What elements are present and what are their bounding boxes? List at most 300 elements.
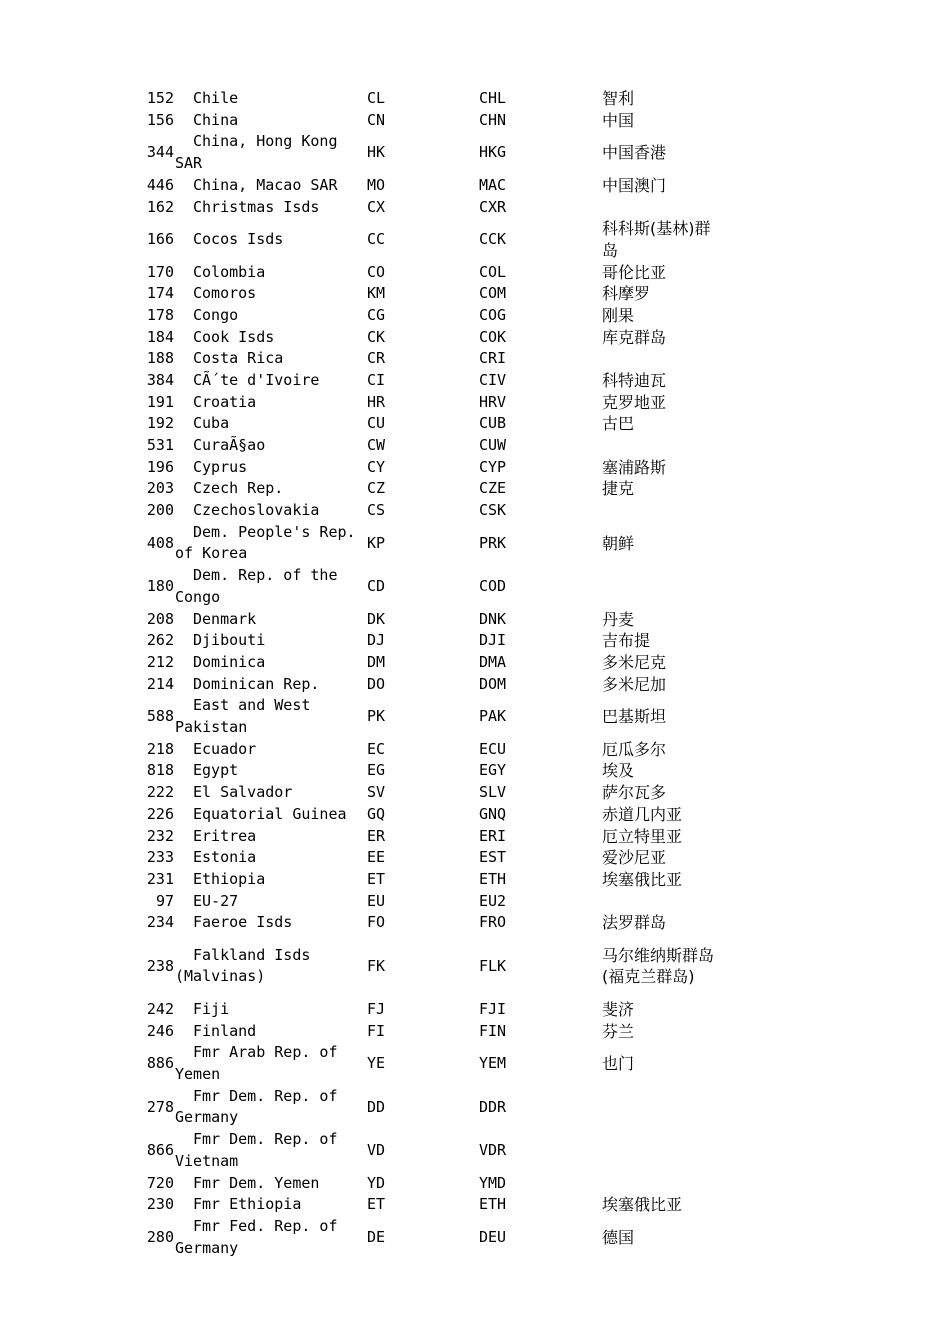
country-name xyxy=(175,912,367,934)
table-row xyxy=(140,1173,714,1195)
country-name xyxy=(175,695,367,738)
country-alpha3-code: EGY xyxy=(479,761,507,780)
country-alpha3-code: COK xyxy=(479,327,507,346)
country-name-text: Ethiopia xyxy=(193,869,266,888)
country-chinese-name: 埃塞俄比亚 xyxy=(602,1195,683,1215)
country-numeric-code: 408 xyxy=(146,533,174,552)
country-alpha3-code: COD xyxy=(479,577,507,596)
country-alpha2-code: GQ xyxy=(367,804,386,823)
country-numeric-code: 246 xyxy=(146,1021,174,1040)
country-name-text: Christmas Isds xyxy=(193,197,320,216)
country-chinese-name: 法罗群岛 xyxy=(602,913,667,933)
table-row xyxy=(140,1042,714,1085)
country-alpha2-code: EC xyxy=(367,739,386,758)
country-name xyxy=(175,283,367,305)
country-chinese-name: 刚果 xyxy=(602,305,635,325)
country-name xyxy=(175,522,367,565)
table-row xyxy=(140,1086,714,1129)
country-name xyxy=(175,218,367,261)
country-alpha3-code: MAC xyxy=(479,175,507,194)
country-name-text: El Salvador xyxy=(193,783,293,802)
country-numeric-code: 212 xyxy=(146,652,174,671)
country-code-table-body xyxy=(140,88,714,1259)
country-chinese-name: 丹麦 xyxy=(602,609,635,629)
country-alpha2-code: CS xyxy=(367,501,386,520)
country-chinese-name: 吉布提 xyxy=(602,631,651,651)
country-alpha3-code: GNQ xyxy=(479,804,507,823)
country-chinese-name xyxy=(602,1086,714,1129)
country-chinese-name: 巴基斯坦 xyxy=(602,707,667,727)
country-chinese-name: 克罗地亚 xyxy=(602,392,667,412)
country-numeric-code: 278 xyxy=(146,1097,174,1116)
country-alpha2-code: DK xyxy=(367,609,386,628)
country-alpha2-code: FK xyxy=(367,956,386,975)
country-alpha3-code: CSK xyxy=(479,501,507,520)
country-alpha2-code: MO xyxy=(367,175,386,194)
country-name xyxy=(175,1194,367,1216)
table-row xyxy=(140,175,714,197)
country-name-text: Dominica xyxy=(193,652,266,671)
country-name-text: Dem. People's Rep. of Korea xyxy=(175,522,356,563)
country-name xyxy=(175,847,367,869)
table-row xyxy=(140,934,714,999)
country-alpha2-code: YD xyxy=(367,1173,386,1192)
country-alpha2-code: DJ xyxy=(367,631,386,650)
table-row xyxy=(140,196,714,218)
country-alpha2-code: CK xyxy=(367,327,386,346)
country-chinese-name xyxy=(602,435,714,457)
country-name xyxy=(175,1173,367,1195)
country-name-text: Comoros xyxy=(193,284,257,303)
table-row xyxy=(140,999,714,1021)
country-name-text: China, Hong Kong SAR xyxy=(175,132,338,173)
country-numeric-code: 97 xyxy=(155,891,174,910)
country-name-text: Czech Rep. xyxy=(193,479,284,498)
country-numeric-code: 262 xyxy=(146,631,174,650)
country-name-text: Cook Isds xyxy=(193,327,275,346)
country-chinese-name: 马尔维纳斯群岛(福克兰群岛) xyxy=(602,945,715,987)
country-chinese-name: 多米尼克 xyxy=(602,652,667,672)
country-name-text: Croatia xyxy=(193,392,257,411)
country-numeric-code: 344 xyxy=(146,143,174,162)
country-name xyxy=(175,891,367,913)
country-chinese-name: 埃塞俄比亚 xyxy=(602,869,683,889)
country-numeric-code: 166 xyxy=(146,230,174,249)
country-name-text: Chile xyxy=(193,89,239,108)
country-name xyxy=(175,370,367,392)
country-alpha3-code: CIV xyxy=(479,371,507,390)
table-row xyxy=(140,695,714,738)
country-numeric-code: 188 xyxy=(146,349,174,368)
country-alpha2-code: CR xyxy=(367,349,386,368)
table-row xyxy=(140,609,714,631)
country-alpha3-code: DNK xyxy=(479,609,507,628)
country-alpha2-code: FJ xyxy=(367,1000,386,1019)
table-row xyxy=(140,88,714,110)
table-row xyxy=(140,392,714,414)
country-name xyxy=(175,1129,367,1172)
country-chinese-name xyxy=(602,1129,714,1172)
country-name xyxy=(175,500,367,522)
country-numeric-code: 234 xyxy=(146,913,174,932)
country-name-text: Colombia xyxy=(193,262,266,281)
country-numeric-code: 818 xyxy=(146,761,174,780)
country-numeric-code: 531 xyxy=(146,436,174,455)
country-numeric-code: 866 xyxy=(146,1141,174,1160)
country-name-text: China, Macao SAR xyxy=(193,175,338,194)
country-chinese-name: 朝鲜 xyxy=(602,533,635,553)
country-alpha2-code: CG xyxy=(367,305,386,324)
table-row xyxy=(140,283,714,305)
country-name-text: East and West Pakistan xyxy=(175,696,311,736)
country-numeric-code: 196 xyxy=(146,457,174,476)
country-name xyxy=(175,739,367,761)
country-chinese-name: 古巴 xyxy=(602,414,635,434)
country-alpha2-code: DO xyxy=(367,674,386,693)
country-name xyxy=(175,674,367,696)
country-numeric-code: 214 xyxy=(146,674,174,693)
country-alpha3-code: DMA xyxy=(479,652,507,671)
country-numeric-code: 886 xyxy=(146,1054,174,1073)
country-name-text: Eritrea xyxy=(193,826,257,845)
country-numeric-code: 180 xyxy=(146,577,174,596)
table-row xyxy=(140,825,714,847)
table-row xyxy=(140,435,714,457)
country-name-text: Fmr Dem. Rep. of Vietnam xyxy=(175,1130,338,1170)
country-alpha3-code: CUB xyxy=(479,414,507,433)
country-alpha3-code: FJI xyxy=(479,1000,507,1019)
country-name xyxy=(175,1042,367,1085)
country-alpha3-code: CXR xyxy=(479,197,507,216)
country-name xyxy=(175,1216,367,1259)
country-chinese-name xyxy=(602,348,714,370)
country-name-text: Fmr Ethiopia xyxy=(193,1195,302,1214)
country-chinese-name xyxy=(602,565,714,608)
table-row xyxy=(140,1021,714,1043)
country-chinese-name: 中国 xyxy=(602,110,635,130)
country-chinese-name: 科科斯(基林)群岛 xyxy=(602,219,711,260)
country-chinese-name: 捷克 xyxy=(602,479,635,499)
country-alpha3-code: DDR xyxy=(479,1097,507,1116)
table-row xyxy=(140,739,714,761)
country-alpha2-code: FO xyxy=(367,913,386,932)
country-name-text: CuraÃ§ao xyxy=(193,436,266,455)
country-numeric-code: 384 xyxy=(146,371,174,390)
country-chinese-name: 厄瓜多尔 xyxy=(602,739,667,759)
country-name-text: Equatorial Guinea xyxy=(193,804,347,823)
country-alpha3-code: COM xyxy=(479,284,507,303)
country-alpha3-code: EST xyxy=(479,848,507,867)
country-name-text: EU-27 xyxy=(193,891,239,910)
country-numeric-code: 280 xyxy=(146,1227,174,1246)
country-name xyxy=(175,1021,367,1043)
table-row xyxy=(140,457,714,479)
table-row xyxy=(140,110,714,132)
country-alpha3-code: FIN xyxy=(479,1021,507,1040)
country-name-text: Cocos Isds xyxy=(193,230,284,249)
country-numeric-code: 184 xyxy=(146,327,174,346)
country-numeric-code: 242 xyxy=(146,1000,174,1019)
country-numeric-code: 218 xyxy=(146,739,174,758)
table-row xyxy=(140,348,714,370)
table-row xyxy=(140,869,714,891)
country-alpha3-code: CRI xyxy=(479,349,507,368)
country-alpha2-code: CX xyxy=(367,197,386,216)
country-chinese-name: 中国澳门 xyxy=(602,175,667,195)
country-alpha3-code: SLV xyxy=(479,783,507,802)
table-row xyxy=(140,262,714,284)
country-name xyxy=(175,478,367,500)
country-alpha2-code: DM xyxy=(367,652,386,671)
country-numeric-code: 191 xyxy=(146,392,174,411)
country-alpha2-code: CW xyxy=(367,436,386,455)
country-name xyxy=(175,457,367,479)
country-name-text: Estonia xyxy=(193,848,257,867)
country-name xyxy=(175,782,367,804)
country-name-text: Fmr Arab Rep. of Yemen xyxy=(175,1043,338,1084)
country-alpha3-code: CHL xyxy=(479,89,507,108)
country-alpha3-code: VDR xyxy=(479,1141,507,1160)
table-row xyxy=(140,522,714,565)
country-chinese-name xyxy=(602,500,714,522)
country-name-text: Czechoslovakia xyxy=(193,501,320,520)
country-alpha3-code: ETH xyxy=(479,869,507,888)
country-alpha2-code: ET xyxy=(367,869,386,888)
country-name-text: Cyprus xyxy=(193,457,248,476)
country-alpha3-code: CHN xyxy=(479,110,507,129)
country-chinese-name: 芬兰 xyxy=(602,1021,635,1041)
country-chinese-name: 塞浦路斯 xyxy=(602,457,667,477)
country-name-text: Djibouti xyxy=(193,631,266,650)
country-name-text: Cuba xyxy=(193,414,230,433)
country-alpha3-code: DJI xyxy=(479,631,507,650)
country-name xyxy=(175,348,367,370)
country-name xyxy=(175,1086,367,1129)
country-chinese-name xyxy=(602,1173,714,1195)
country-alpha3-code: HRV xyxy=(479,392,507,411)
country-chinese-name: 智利 xyxy=(602,89,635,109)
country-name-text: Congo xyxy=(193,305,239,324)
country-alpha2-code: VD xyxy=(367,1141,386,1160)
country-alpha2-code: CD xyxy=(367,577,386,596)
country-name xyxy=(175,131,367,174)
country-numeric-code: 720 xyxy=(146,1173,174,1192)
country-name xyxy=(175,175,367,197)
country-alpha3-code: YEM xyxy=(479,1054,507,1073)
country-chinese-name xyxy=(602,891,714,913)
country-alpha2-code: SV xyxy=(367,783,386,802)
country-name xyxy=(175,630,367,652)
country-alpha3-code: DOM xyxy=(479,674,507,693)
country-numeric-code: 238 xyxy=(146,956,174,975)
table-row xyxy=(140,760,714,782)
country-alpha2-code: HR xyxy=(367,392,386,411)
country-alpha2-code: HK xyxy=(367,143,386,162)
country-name-text: Finland xyxy=(193,1021,257,1040)
table-row xyxy=(140,630,714,652)
country-alpha2-code: CO xyxy=(367,262,386,281)
country-name-text: Ecuador xyxy=(193,739,257,758)
country-alpha2-code: DD xyxy=(367,1097,386,1116)
country-name xyxy=(175,327,367,349)
country-name xyxy=(175,262,367,284)
country-alpha2-code: EE xyxy=(367,848,386,867)
country-alpha2-code: KP xyxy=(367,533,386,552)
table-row xyxy=(140,804,714,826)
table-row xyxy=(140,131,714,174)
country-name xyxy=(175,869,367,891)
country-alpha2-code: KM xyxy=(367,284,386,303)
country-name-text: Dem. Rep. of the Congo xyxy=(175,566,338,606)
table-row xyxy=(140,413,714,435)
country-numeric-code: 233 xyxy=(146,848,174,867)
country-numeric-code: 226 xyxy=(146,804,174,823)
table-row xyxy=(140,327,714,349)
table-row xyxy=(140,478,714,500)
country-alpha2-code: FI xyxy=(367,1021,386,1040)
country-code-table xyxy=(140,88,714,1259)
country-chinese-name: 萨尔瓦多 xyxy=(602,783,667,803)
country-chinese-name: 科摩罗 xyxy=(602,284,651,304)
country-name xyxy=(175,934,367,999)
country-alpha2-code: CZ xyxy=(367,479,386,498)
country-chinese-name: 斐济 xyxy=(602,1000,635,1020)
country-numeric-code: 170 xyxy=(146,262,174,281)
country-name-text: Fmr Dem. Rep. of Germany xyxy=(175,1086,338,1127)
country-alpha2-code: ET xyxy=(367,1195,386,1214)
country-alpha2-code: EU xyxy=(367,891,386,910)
country-alpha3-code: COL xyxy=(479,262,507,281)
country-alpha2-code: CL xyxy=(367,89,386,108)
country-alpha3-code: COG xyxy=(479,305,507,324)
country-numeric-code: 230 xyxy=(146,1195,174,1214)
country-name-text: Egypt xyxy=(193,761,239,780)
country-alpha3-code: CCK xyxy=(479,230,507,249)
country-numeric-code: 156 xyxy=(146,110,174,129)
country-alpha3-code: FLK xyxy=(479,956,507,975)
country-numeric-code: 222 xyxy=(146,783,174,802)
country-alpha3-code: ETH xyxy=(479,1195,507,1214)
country-name-text: CÃ´te d'Ivoire xyxy=(193,371,320,390)
country-numeric-code: 200 xyxy=(146,501,174,520)
country-alpha3-code: FRO xyxy=(479,913,507,932)
table-row xyxy=(140,1216,714,1259)
country-alpha3-code: EU2 xyxy=(479,891,507,910)
table-row xyxy=(140,891,714,913)
country-numeric-code: 174 xyxy=(146,284,174,303)
country-alpha2-code: CC xyxy=(367,230,386,249)
country-alpha2-code: ER xyxy=(367,826,386,845)
country-name-text: Fmr Fed. Rep. of Germany xyxy=(175,1217,338,1257)
country-numeric-code: 446 xyxy=(146,175,174,194)
country-name-text: Fmr Dem. Yemen xyxy=(193,1173,320,1192)
country-alpha2-code: YE xyxy=(367,1054,386,1073)
table-row xyxy=(140,500,714,522)
country-chinese-name xyxy=(602,196,714,218)
table-row xyxy=(140,912,714,934)
country-alpha3-code: CUW xyxy=(479,436,507,455)
country-chinese-name: 库克群岛 xyxy=(602,327,667,347)
country-chinese-name: 赤道几内亚 xyxy=(602,804,683,824)
country-numeric-code: 231 xyxy=(146,869,174,888)
country-alpha2-code: CN xyxy=(367,110,386,129)
country-name xyxy=(175,804,367,826)
country-name-text: Falkland Isds (Malvinas) xyxy=(175,945,311,986)
country-alpha3-code: CZE xyxy=(479,479,507,498)
country-chinese-name: 厄立特里亚 xyxy=(602,826,683,846)
country-name xyxy=(175,110,367,132)
country-alpha3-code: ERI xyxy=(479,826,507,845)
country-chinese-name: 爱沙尼亚 xyxy=(602,848,667,868)
table-row xyxy=(140,1194,714,1216)
country-chinese-name: 埃及 xyxy=(602,761,635,781)
country-alpha2-code: CI xyxy=(367,371,386,390)
country-alpha3-code: PAK xyxy=(479,707,507,726)
country-alpha2-code: PK xyxy=(367,707,386,726)
country-numeric-code: 192 xyxy=(146,414,174,433)
table-row xyxy=(140,847,714,869)
country-name xyxy=(175,609,367,631)
country-name xyxy=(175,825,367,847)
country-chinese-name: 多米尼加 xyxy=(602,674,667,694)
country-name-text: Fiji xyxy=(193,1000,230,1019)
country-name-text: China xyxy=(193,110,239,129)
country-name xyxy=(175,392,367,414)
country-alpha2-code: CY xyxy=(367,457,386,476)
country-name-text: Costa Rica xyxy=(193,349,284,368)
country-name xyxy=(175,652,367,674)
country-numeric-code: 162 xyxy=(146,197,174,216)
country-name-text: Dominican Rep. xyxy=(193,674,320,693)
country-alpha2-code: EG xyxy=(367,761,386,780)
country-chinese-name: 也门 xyxy=(602,1054,635,1074)
country-alpha3-code: DEU xyxy=(479,1227,507,1246)
country-numeric-code: 152 xyxy=(146,89,174,108)
country-alpha2-code: CU xyxy=(367,414,386,433)
country-numeric-code: 203 xyxy=(146,479,174,498)
country-numeric-code: 232 xyxy=(146,826,174,845)
table-row xyxy=(140,565,714,608)
country-alpha2-code: DE xyxy=(367,1227,386,1246)
table-row xyxy=(140,370,714,392)
country-chinese-name: 德国 xyxy=(602,1227,635,1247)
country-numeric-code: 208 xyxy=(146,609,174,628)
country-chinese-name: 中国香港 xyxy=(602,143,667,163)
table-row xyxy=(140,674,714,696)
country-alpha3-code: PRK xyxy=(479,533,507,552)
table-row xyxy=(140,218,714,261)
country-chinese-name: 科特迪瓦 xyxy=(602,371,667,391)
country-name xyxy=(175,413,367,435)
country-name xyxy=(175,760,367,782)
country-numeric-code: 588 xyxy=(146,707,174,726)
country-name xyxy=(175,565,367,608)
country-name xyxy=(175,435,367,457)
table-row xyxy=(140,782,714,804)
country-name xyxy=(175,999,367,1021)
country-name xyxy=(175,196,367,218)
country-alpha3-code: ECU xyxy=(479,739,507,758)
country-name xyxy=(175,88,367,110)
table-row xyxy=(140,305,714,327)
country-name-text: Faeroe Isds xyxy=(193,913,293,932)
table-row xyxy=(140,1129,714,1172)
country-name-text: Denmark xyxy=(193,609,257,628)
country-alpha3-code: YMD xyxy=(479,1173,507,1192)
table-row xyxy=(140,652,714,674)
country-chinese-name: 哥伦比亚 xyxy=(602,262,667,282)
country-numeric-code: 178 xyxy=(146,305,174,324)
